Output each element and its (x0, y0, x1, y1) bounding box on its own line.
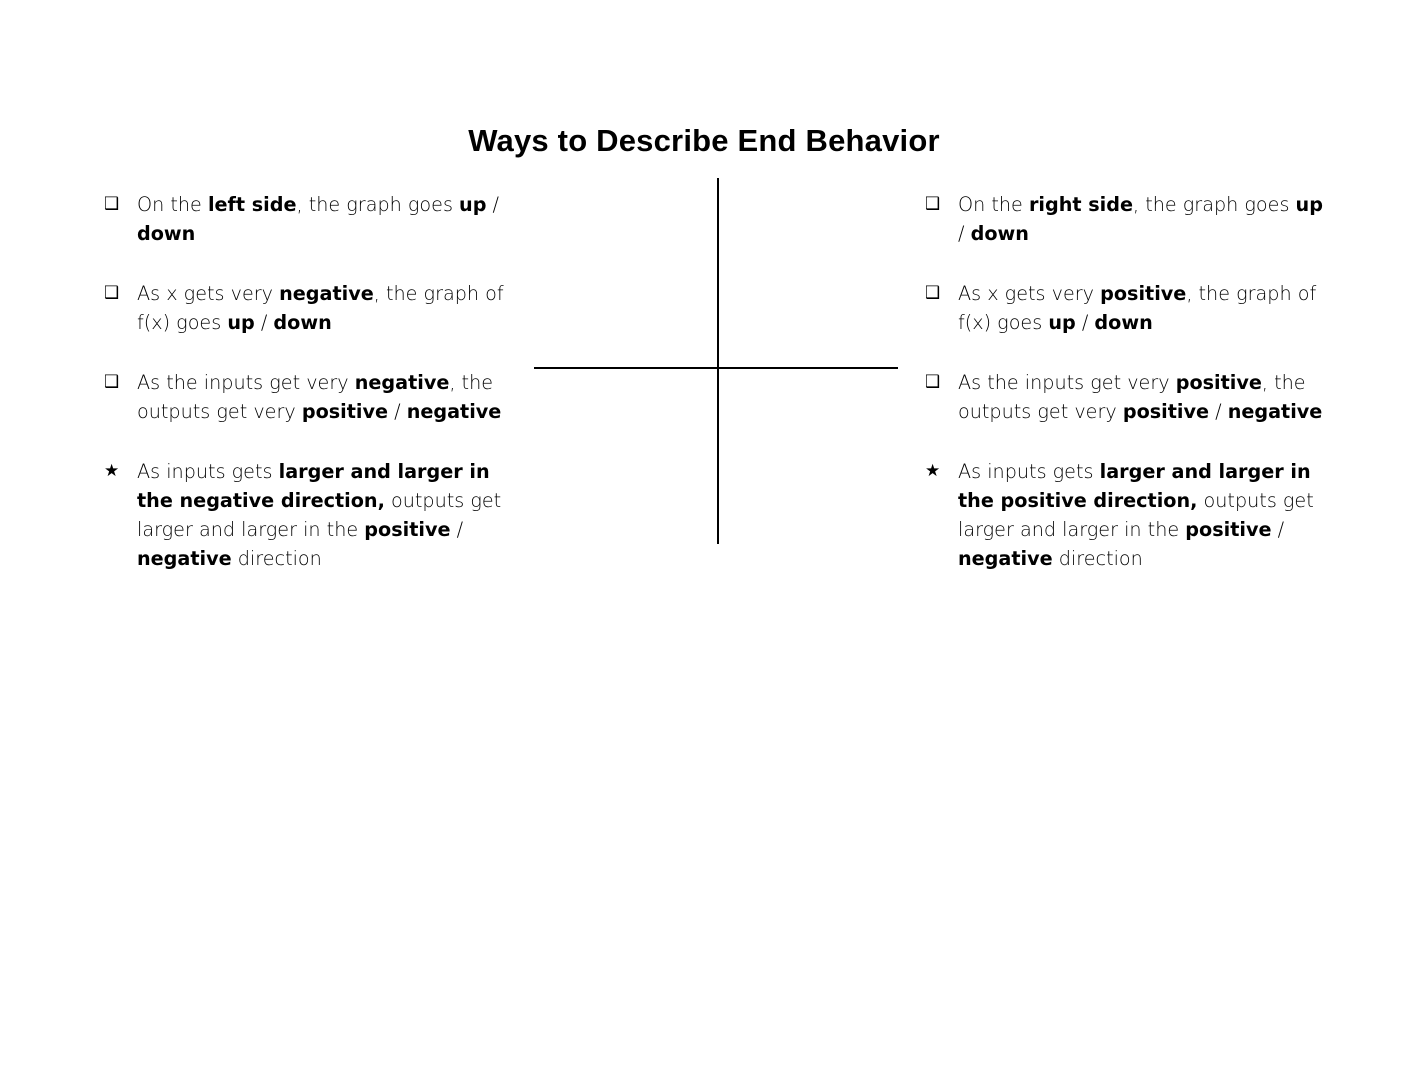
emphasis-text: left side (207, 193, 297, 216)
item-text: As the inputs get very (958, 371, 1176, 394)
item-text: / (1209, 400, 1228, 423)
list-item (925, 190, 1335, 248)
emphasis-text: negative (1227, 400, 1323, 423)
list-item (104, 279, 504, 337)
page-title: Ways to Describe End Behavior (468, 122, 940, 158)
list-item (925, 279, 1335, 337)
emphasis-text: negative (354, 371, 450, 394)
list-item (104, 190, 504, 248)
emphasis-text: right side (1028, 193, 1133, 216)
checkbox-icon: ❑ (925, 283, 941, 303)
item-text: outputs get larger and larger in the (137, 489, 502, 541)
emphasis-text: up (1048, 311, 1076, 334)
emphasis-text: down (273, 311, 332, 334)
emphasis-text: positive (1175, 371, 1262, 394)
item-text: / (1075, 311, 1095, 334)
star-icon: ★ (104, 461, 120, 481)
emphasis-text: down (137, 222, 196, 245)
emphasis-text: up (459, 193, 487, 216)
emphasis-text: up (227, 311, 255, 334)
emphasis-text: down (1094, 311, 1153, 334)
emphasis-text: positive (1100, 282, 1187, 305)
right-end-behavior-list (925, 190, 1335, 604)
item-text: direction (231, 547, 322, 570)
item-text: On the (958, 193, 1029, 216)
item-text: , the graph of f(x) goes (137, 282, 504, 334)
list-item (104, 457, 504, 573)
left-end-behavior-list (104, 190, 504, 604)
emphasis-text: down (970, 222, 1029, 245)
checkbox-icon: ❑ (104, 283, 120, 303)
emphasis-text: negative (137, 547, 232, 570)
item-text: / (254, 311, 274, 334)
star-icon: ★ (925, 461, 941, 481)
item-text: , the graph goes (1133, 193, 1296, 216)
item-text: As inputs gets (958, 460, 1100, 483)
item-text: , the outputs get very (137, 371, 494, 423)
item-text: As x gets very (137, 282, 280, 305)
emphasis-text: up (1295, 193, 1323, 216)
emphasis-text: negative (406, 400, 502, 423)
emphasis-text: positive (301, 400, 389, 423)
item-text: direction (1052, 547, 1143, 570)
list-item (925, 368, 1335, 426)
emphasis-text: positive (1185, 518, 1272, 541)
checkbox-icon: ❑ (925, 194, 941, 214)
item-text: As inputs gets (137, 460, 279, 483)
emphasis-text: negative (958, 547, 1053, 570)
emphasis-text: larger and larger in the negative direction, (137, 460, 490, 512)
item-text: , the graph goes (296, 193, 460, 216)
item-text: / (958, 222, 971, 245)
item-text: , the outputs get very (958, 371, 1306, 423)
item-text: outputs get larger and larger in the (958, 489, 1314, 541)
emphasis-text: positive (364, 518, 451, 541)
checkbox-icon: ❑ (104, 194, 120, 214)
emphasis-text: negative (279, 282, 374, 305)
checkbox-icon: ❑ (925, 372, 941, 392)
item-text: As the inputs get very (137, 371, 355, 394)
item-text: On the (137, 193, 208, 216)
item-text: / (388, 400, 407, 423)
item-text: / (486, 193, 500, 216)
list-item (925, 457, 1335, 573)
coordinate-axes (534, 178, 898, 544)
emphasis-text: positive (1122, 400, 1210, 423)
list-item (104, 368, 504, 426)
item-text: / (1271, 518, 1285, 541)
item-text: , the graph of f(x) goes (958, 282, 1317, 334)
item-text: / (450, 518, 464, 541)
item-text: As x gets very (958, 282, 1101, 305)
emphasis-text: larger and larger in the positive direction, (958, 460, 1311, 512)
checkbox-icon: ❑ (104, 372, 120, 392)
